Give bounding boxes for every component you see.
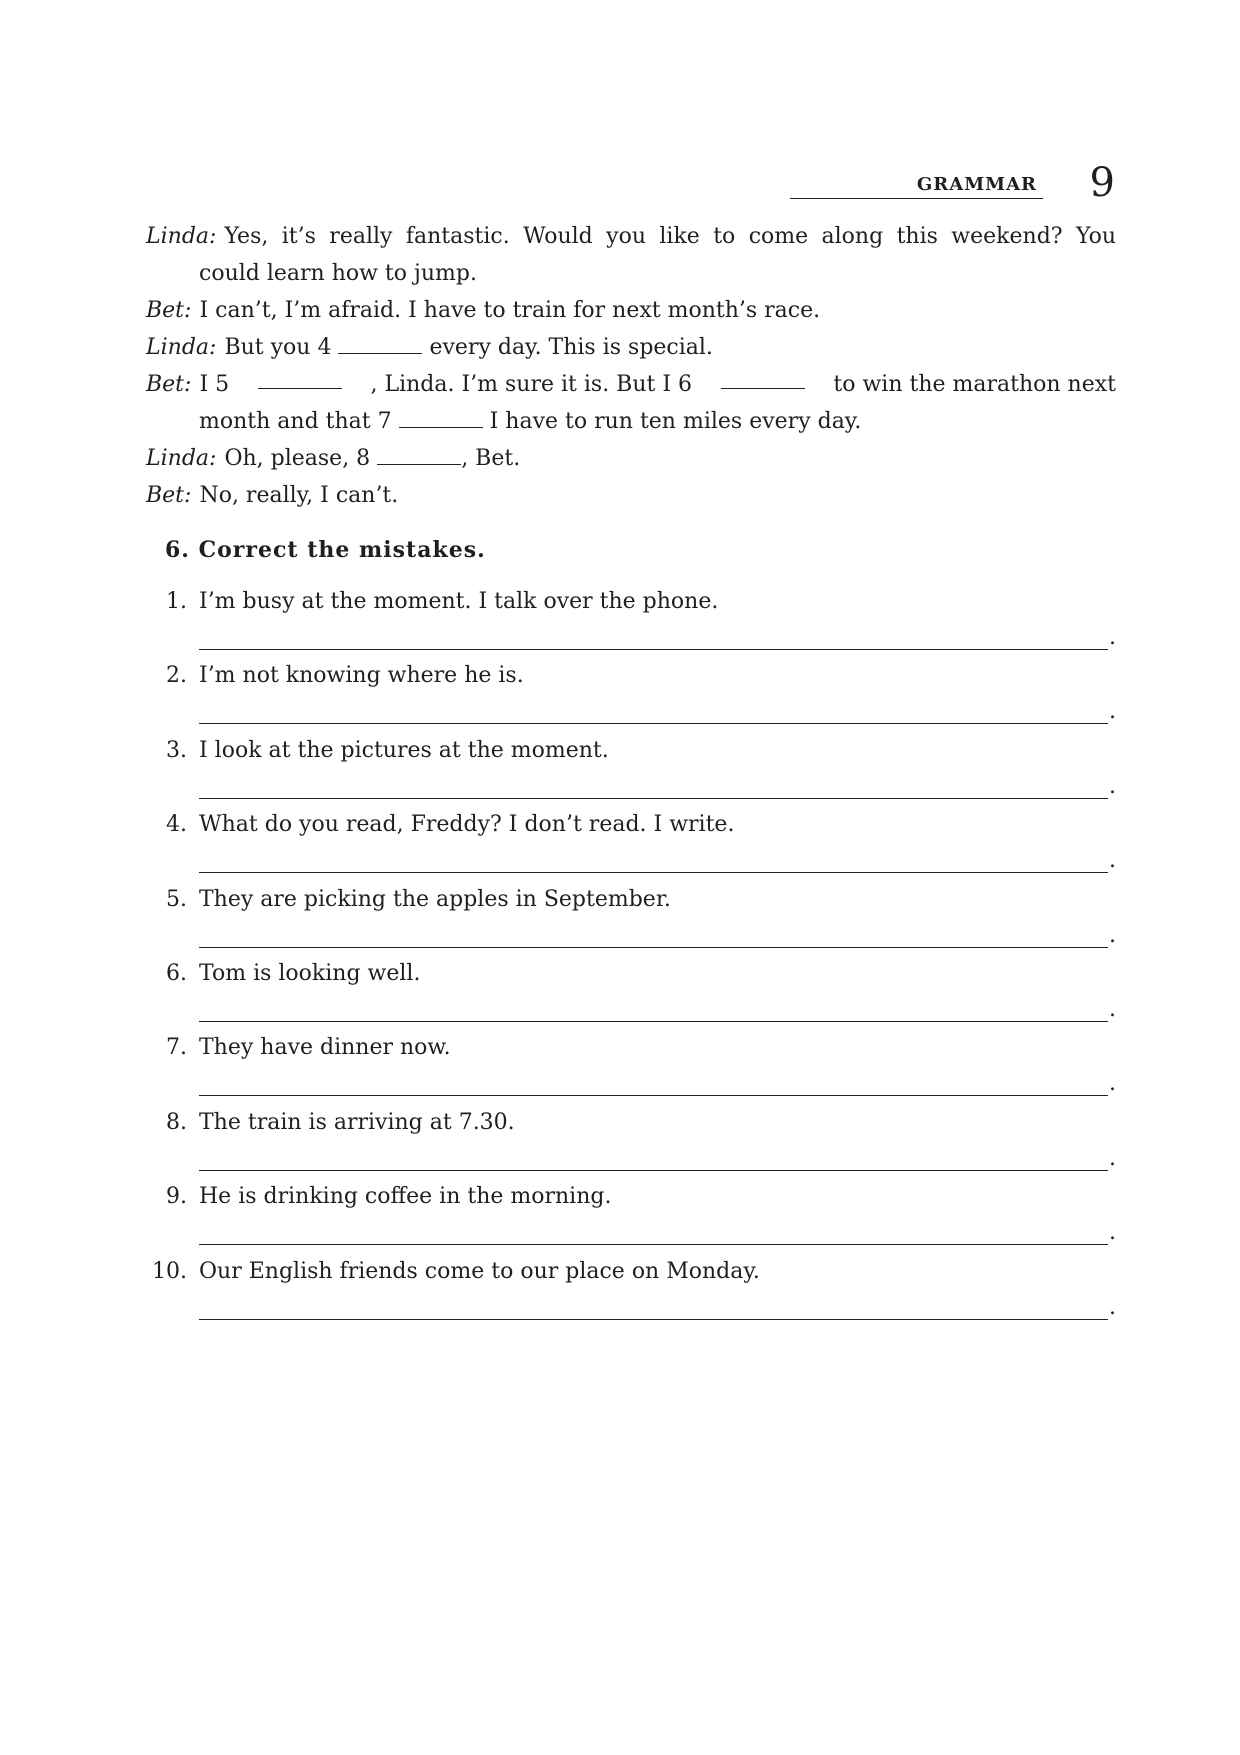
- answer-period: .: [1109, 625, 1116, 650]
- speaker: Bet:: [146, 372, 192, 397]
- speech: [199, 366, 1116, 403]
- item-number: 5.: [166, 886, 187, 912]
- item-number: 8.: [166, 1109, 187, 1135]
- gap-6[interactable]: [721, 366, 805, 389]
- answer-period: .: [1109, 848, 1116, 874]
- speaker: Linda:: [146, 224, 217, 249]
- item-sentence: The train is arriving at 7.30.: [199, 1109, 515, 1135]
- item-sentence: What do you read, Freddy? I don’t read. I write.: [199, 812, 735, 838]
- header-rule: [790, 198, 1043, 199]
- speaker: Linda:: [146, 335, 217, 360]
- gap-5[interactable]: [258, 366, 342, 389]
- item-number: 6.: [166, 960, 187, 986]
- dialogue-line: [146, 477, 1116, 514]
- answer-line[interactable]: [199, 872, 1108, 873]
- answer-period: .: [1109, 996, 1116, 1022]
- answer-line[interactable]: [199, 1170, 1108, 1171]
- item-number: 9.: [166, 1184, 187, 1210]
- gap-8[interactable]: [377, 442, 461, 465]
- answer-period: .: [1109, 1071, 1116, 1097]
- section-title: GRAMMAR: [916, 174, 1037, 195]
- list-item: [146, 1031, 1116, 1105]
- answer-line[interactable]: [199, 1021, 1108, 1022]
- answer-line[interactable]: [199, 1244, 1108, 1245]
- speech: [224, 218, 1116, 255]
- speech-row: [224, 218, 1116, 255]
- gap-7[interactable]: [399, 405, 483, 428]
- answer-line[interactable]: [199, 723, 1108, 724]
- speech-continuation: [146, 255, 1116, 292]
- speaker: Bet:: [146, 483, 192, 508]
- answer-line[interactable]: [199, 798, 1108, 799]
- speech-text: month and that 7: [199, 409, 392, 434]
- item-sentence: He is drinking coffee in the morning.: [199, 1184, 612, 1210]
- answer-line[interactable]: [199, 1095, 1108, 1096]
- dialogue: [146, 218, 1116, 514]
- speech-text: I 5: [199, 372, 230, 397]
- item-sentence: I’m not knowing where he is.: [199, 663, 524, 689]
- answer-period: .: [1109, 1220, 1116, 1246]
- answer-line[interactable]: [199, 947, 1108, 948]
- answer-period: .: [1109, 1294, 1116, 1320]
- item-number: 2.: [166, 663, 187, 689]
- answer-period: .: [1109, 699, 1116, 725]
- dialogue-line: [146, 366, 1116, 403]
- item-number: 4.: [166, 812, 187, 838]
- list-item: [146, 659, 1116, 733]
- speech-text: Yes, it’s really fantastic. Would you like to come along this weekend? You: [224, 224, 1116, 249]
- list-item: [146, 734, 1116, 808]
- speech-text: every day. This is special.: [429, 335, 713, 360]
- running-head: [790, 160, 1115, 208]
- page-number: 9: [1089, 160, 1115, 206]
- speech-text: No, really, I can’t.: [199, 483, 399, 508]
- item-sentence: They have dinner now.: [199, 1035, 451, 1061]
- list-item: [146, 1255, 1116, 1329]
- dialogue-line: [146, 218, 1116, 255]
- item-number: 10.: [152, 1258, 187, 1284]
- speech-text: , Bet.: [461, 446, 521, 471]
- list-item: [146, 585, 1116, 659]
- gap-4[interactable]: [338, 331, 422, 354]
- item-sentence: Tom is looking well.: [199, 960, 421, 986]
- speech-text: could learn how to jump.: [199, 261, 477, 286]
- speech: [224, 440, 1116, 477]
- answer-line[interactable]: [199, 649, 1108, 650]
- item-number: 1.: [166, 589, 187, 614]
- answer-period: .: [1109, 922, 1116, 948]
- speech-text: I have to run ten miles every day.: [489, 409, 862, 434]
- dialogue-line: [146, 292, 1116, 329]
- item-sentence: I’m busy at the moment. I talk over the phone.: [199, 589, 719, 614]
- item-sentence: They are picking the apples in September.: [199, 886, 671, 912]
- speech-text: Oh, please, 8: [224, 446, 371, 471]
- list-item: [146, 1180, 1116, 1254]
- item-number: 3.: [166, 737, 187, 763]
- speech-text: to win the marathon next: [833, 372, 1116, 397]
- dialogue-line: [146, 329, 1116, 366]
- exercise-title: 6. Correct the mistakes.: [165, 537, 486, 563]
- speaker: Bet:: [146, 298, 192, 323]
- dialogue-line: [146, 440, 1116, 477]
- list-item: [146, 957, 1116, 1031]
- list-item: [146, 1106, 1116, 1180]
- speech-text: , Linda. I’m sure it is. But I 6: [370, 372, 693, 397]
- speech-continuation: [146, 403, 1116, 440]
- speech: [224, 329, 1116, 366]
- answer-period: .: [1109, 1145, 1116, 1171]
- answer-period: .: [1109, 773, 1116, 799]
- item-sentence: Our English friends come to our place on Monday.: [199, 1258, 760, 1284]
- speaker: Linda:: [146, 446, 217, 471]
- list-item: [146, 883, 1116, 957]
- item-number: 7.: [166, 1035, 187, 1061]
- speech-text: But you 4: [224, 335, 332, 360]
- speech-text: I can’t, I’m afraid. I have to train for next month’s race.: [199, 298, 821, 323]
- list-item: [146, 808, 1116, 882]
- exercise-items: [146, 585, 1116, 1329]
- answer-line[interactable]: [199, 1319, 1108, 1320]
- item-sentence: I look at the pictures at the moment.: [199, 737, 609, 763]
